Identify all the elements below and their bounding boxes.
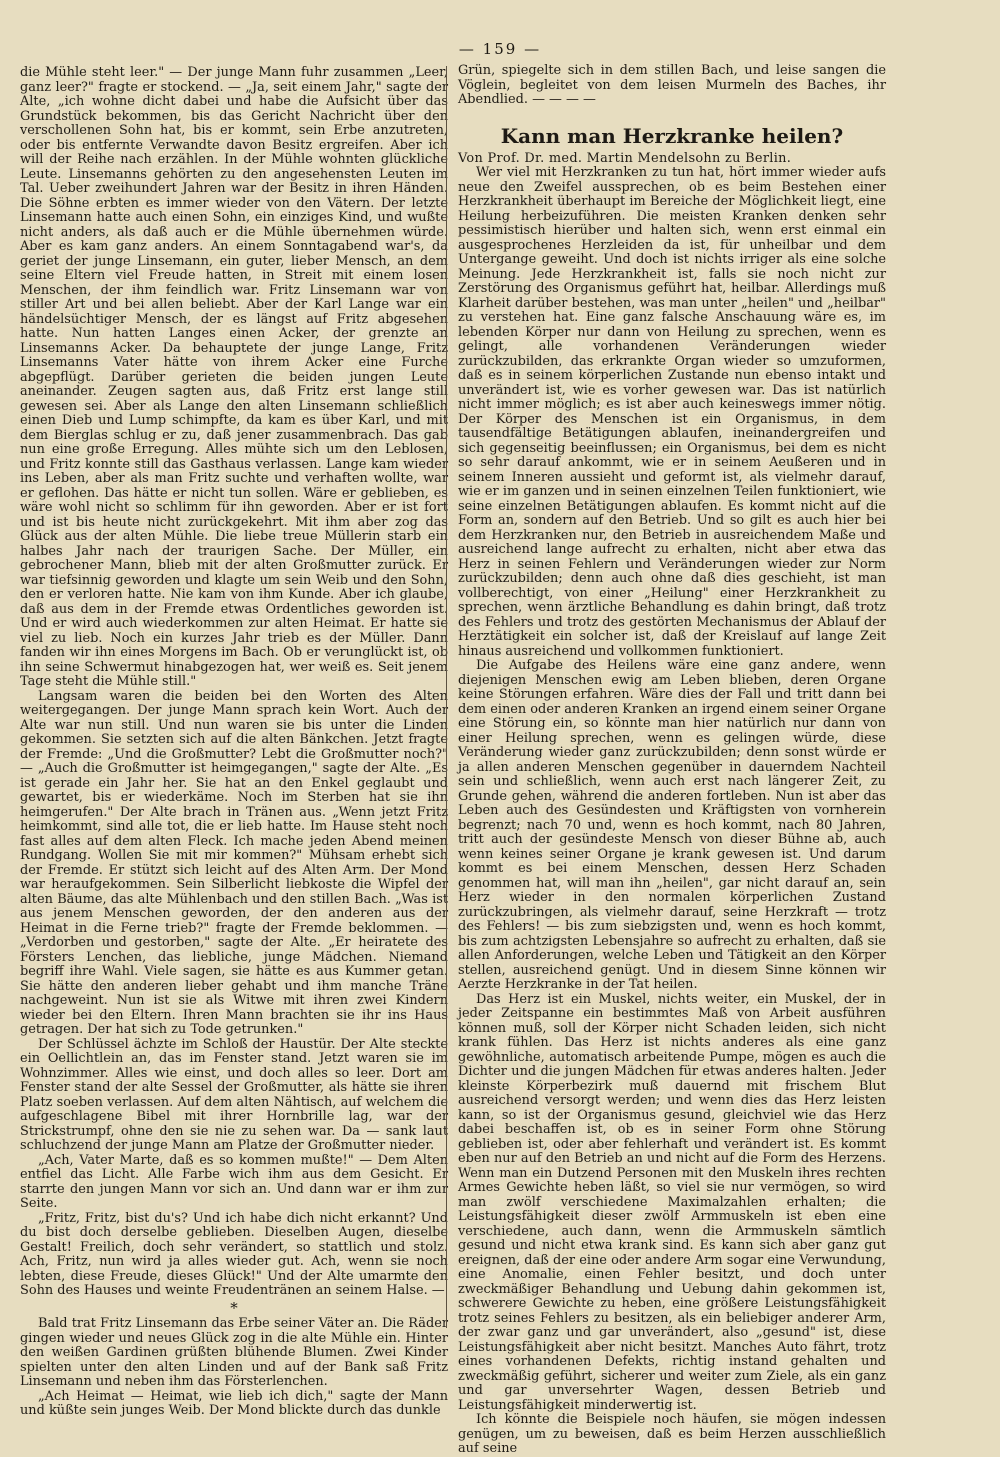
column-divider — [446, 66, 447, 1328]
story-paragraph: „Fritz, Fritz, bist du's? Und ich habe dich nicht erkannt? Und du bist doch derselbe geblieben. Dieselben Augen, dieselbe Gestalt! Freilich, doch sehr verändert, so stattlich und stolz. Ach, Fritz, nun wird ja alles wieder gut. Ach, wenn sie noch lebten, diese Freude, dieses Glück!" Und der Alte umarmte den Sohn des Hauses und weinte Freudentränen an seinem Halse. — — [20, 1210, 448, 1298]
article-byline: Von Prof. Dr. med. Martin Mendelsohn zu Berlin. — [458, 150, 792, 166]
story-paragraph: Langsam waren die beiden bei den Worten des Alten weitergegangen. Der junge Mann sprach kein Wort. Auch der Alte war nun still. Und nun waren sie bis unter die Linden gekommen. Sie setzten sich auf die alten Bänkchen. Jetzt fragte der Fremde: „Und die Großmutter? Lebt die Großmutter noch?" — „Auch die Großmutter ist heimgegangen," sagte der Alte. „Es ist gerade ein Jahr her. Sie hat an den Enkel geglaubt und gewartet, bis er wiederkäme. Noch im Sterben hat sie ihn heimgerufen." Der Alte brach in Tränen aus. „Wenn jetzt Fritz heimkommt, sind alle tot, die er lieb hatte. Im Hause steht noch fast alles auf dem alten Fleck. Ich mache jeden Abend meinen Rundgang. Wollen Sie mit mir kommen?" Mühsam erhebt sich der Fremde. Er stützt sich leicht auf des Alten Arm. Der Mond war heraufgekommen. Sein Silberlicht liebkoste die Wipfel der alten Bäume, das alte Mühlenbach und den stillen Bach. „Was ist aus jenem Menschen geworden, der den anderen aus der Heimat in die Ferne trieb?" fragte der Fremde beklommen. — „Verdorben und gestorben," sagte der Alte. „Er heiratete des Försters Lenchen, das liebliche, junge Mädchen. Niemand begriff ihre Wahl. Viele sagen, sie hätte es aus Kummer getan. Sie hätte den anderen lieber gehabt und ihm manche Träne nachgeweint. Nun ist sie als Witwe mit ihren zwei Kindern wieder bei den Eltern. Ihren Mann brachten sie ihr ins Haus getragen. Der hat sich zu Tode getrunken." — [20, 688, 448, 1037]
article-paragraph: Das Herz ist ein Muskel, nichts weiter, ein Muskel, der in jeder Zeitspanne ein bestimmtes Maß von Arbeit ausführen können muß, soll der Körper nicht Schaden leiden, sich nicht krank fühlen. Das Herz ist nichts anderes als eine ganz gewöhnliche, automatisch arbeitende Pumpe, mögen es auch die Dichter und die jungen Mädchen für etwas anderes halten. Jeder kleinste Körperbezirk muß dauernd mit frischem Blut ausreichend versorgt werden; und wenn dies das Herz leisten kann, so ist der Organismus gesund, gleichviel wie das Herz dabei beschaffen ist, ob es in seiner Form ohne Störung geblieben ist, oder aber fehlerhaft und verändert ist. Es kommt eben nur auf den Betrieb an und nicht auf die Form des Herzens. Wenn man ein Dutzend Personen mit den Muskeln ihres rechten Armes Gewichte heben läßt, so viel sie nur vermögen, so wird man zwölf verschiedene Maximalzahlen erhalten; die Leistungsfähigkeit dieser zwölf Armmuskeln ist eben eine verschiedene, auch dann, wenn die Armmuskeln sämtlich gesund und nicht etwa krank sind. Es kann sich aber ganz gut ereignen, daß der eine oder andere Arm sogar eine Verwundung, eine Anomalie, einen Fehler besitzt, und doch unter zweckmäßiger Behandlung und Uebung dahin gekommen ist, schwerere Gewichte zu heben, eine größere Leistungsfähigkeit trotz seines Fehlers zu besitzen, als ein beliebiger anderer Arm, der zwar ganz und gar unverändert, also „gesund" ist, diese Leistungsfähigkeit aber nicht besitzt. Manches Auto fährt, trotz eines vorhandenen Defekts, richtig instand gehalten und zweckmäßig geführt, sicherer und weiter zum Ziele, als ein ganz und gar unversehrter Wagen, dessen Betrieb und Leistungsfähigkeit minderwertig ist. — [458, 991, 886, 1413]
story-paragraph: „Ach Heimat — Heimat, wie lieb ich dich," sagte der Mann und küßte sein junges Weib. Der Mond blickte durch das dunkle — [20, 1388, 448, 1418]
story-paragraph: Der Schlüssel ächzte im Schloß der Haustür. Der Alte steckte ein Oellichtlein an, das im Fenster stand. Jetzt waren sie im Wohnzimmer. Alles wie einst, und doch alles so leer. Dort am Fenster stand der alte Sessel der Großmutter, als hätte sie ihren Platz soeben verlassen. Auf dem alten Nähtisch, auf welchem die aufgeschlagene Bibel mit ihrer Hornbrille lag, war der Strickstrumpf, ohne den sie nie zu sehen war. Da — sank laut schluchzend der junge Mann am Platze der Großmutter nieder. — [20, 1036, 448, 1153]
story-paragraph: die Mühle steht leer." — Der junge Mann fuhr zusammen „Leer, ganz leer?" fragte er stockend. — „Ja, seit einem Jahr," sagte der Alte, „ich wohne dicht dabei und habe die Aufsicht über das Grundstück bekommen, bis das Gericht Nachricht über den verschollenen Sohn hat, bis er kommt, sein Erbe anzutreten, oder bis entfernte Verwandte davon Besitz ergreifen. Aber ich will der Reihe nach erzählen. In der Mühle wohnten glückliche Leute. Linsemanns gehörten zu den angesehensten Leuten im Tal. Ueber zweihundert Jahren war der Besitz in ihren Händen. Die Söhne erbten es immer wieder von den Vätern. Der letzte Linsemann hatte auch einen Sohn, ein einziges Kind, und wußte nicht anders, als daß auch er die Mühle übernehmen würde. Aber es kam ganz anders. An einem Sonntagabend war's, da geriet der junge Linsemann, ein guter, lieber Mensch, an dem seine Eltern viel Freude hatten, in Streit mit einem losen Menschen, der ihm feindlich war. Fritz Linsemann war von stiller Art und bei allen beliebt. Aber der Karl Lange war ein händelsüchtiger Mensch, der es längst auf Fritz abgesehen hatte. Nun hatten Langes einen Acker, der grenzte an Linsemanns Acker. Da behauptete der junge Lange, Fritz Linsemanns Vater hätte von ihrem Acker eine Furche abgepflügt. Darüber gerieten die beiden jungen Leute aneinander. Zeugen sagten aus, daß Fritz erst lange still gewesen sei. Aber als Lange den alten Linsemann schließlich einen Dieb und Lump schimpfte, da kam es über Karl, und mit dem Bierglas schlug er zu, daß jener zusammenbrach. Das gab nun eine große Erregung. Alles mühte sich um den Leblosen, und Fritz konnte still das Gasthaus verlassen. Lange kam wieder ins Leben, aber als man Fritz suchte und verhaften wollte, war er geflohen. Das hätte er nicht tun sollen. Wäre er geblieben, es wäre wohl nicht so schlimm für ihn geworden. Aber er ist fort und ist bis heute nicht zurückgekehrt. Mit ihm aber zog das Glück aus der alten Mühle. Die liebe treue Müllerin starb ein halbes Jahr nach der traurigen Sache. Der Müller, ein gebrochener Mann, blieb mit der alten Großmutter zurück. Er war tiefsinnig geworden und klagte um sein Weib und den Sohn, den er verloren hatte. Nie kam von ihm Kunde. Aber ich glaube, daß aus dem in der Fremde etwas Ordentliches geworden ist. Und er wird auch wiederkommen zur alten Heimat. Er hatte sie viel zu lieb. Noch ein kurzes Jahr trieb es der Müller. Dann fanden wir ihn eines Morgens im Bach. Ob er verunglückt ist, ob ihn seine Schwermut hinabgezogen hat, wer weiß es. Seit jenem Tage steht die Mühle still." — [20, 65, 448, 689]
story-ending: Grün, spiegelte sich in dem stillen Bach, und leise sangen die Vöglein, begleitet von dem leisen Murmeln des Baches, ihr Abendlied. — — — — — [458, 63, 886, 107]
page-number: — 159 — — [458, 40, 542, 58]
article-paragraph: Die Aufgabe des Heilens wäre eine ganz andere, wenn diejenigen Menschen ewig am Leben blieben, deren Organe keine Störungen erfahren. Wäre dies der Fall und tritt dann bei dem einen oder anderen Kranken an irgend einem seiner Organe eine Störung ein, so könnte man hier natürlich nur dann von einer Heilung sprechen, wenn es gelingen würde, diese Veränderung wieder ganz zurückzubilden; denn sonst würde er ja allen anderen Menschen gegenüber in dauerndem Nachteil sein und schließlich, wenn auch erst nach längerer Zeit, zu Grunde gehen, während die anderen fortleben. Nun ist aber das Leben auch des Gesündesten und Kräftigsten von vornherein begrenzt; nach 70 und, wenn es hoch kommt, nach 80 Jahren, tritt auch der gesündeste Mensch von dieser Bühne ab, auch wenn keines seiner Organe je krank gewesen ist. Und darum kommt es bei einem Menschen, dessen Herz Schaden genommen hat, will man ihn „heilen", gar nicht darauf an, sein Herz wieder in den normalen körperlichen Zustand zurückzubringen, als vielmehr darauf, seine Herzkraft — trotz des Fehlers! — bis zum siebzigsten und, wenn es hoch kommt, bis zum achtzigsten Lebensjahre so aufrecht zu erhalten, daß sie allen Anforderungen, welche Leben und Tätigkeit an den Körper stellen, ausreichend genügt. Und in diesem Sinne können wir Aerzte Herzkranke in der Tat heilen. — [458, 658, 886, 992]
article-headline: Kann man Herzkranke heilen? — [500, 123, 844, 148]
story-paragraph: „Ach, Vater Marte, daß es so kommen mußte!" — Dem Alten entfiel das Licht. Alle Farbe wich ihm aus dem Gesicht. Er starrte den jungen Mann vor sich an. Und dann war er ihm zur Seite. — [20, 1152, 448, 1211]
right-column — [458, 64, 886, 1457]
section-divider-star: * — [230, 1298, 238, 1317]
story-paragraph: Bald trat Fritz Linsemann das Erbe seiner Väter an. Die Räder gingen wieder und neues Glück zog in die alte Mühle ein. Hinter den weißen Gardinen grüßten blühende Blumen. Zwei Kinder spielten unter den alten Linden und auf der Bank saß Fritz Linsemann und neben ihm das Försterlenchen. — [20, 1316, 448, 1389]
article-paragraph: Ich könnte die Beispiele noch häufen, sie mögen indessen genügen, um zu beweisen, daß es beim Herzen ausschließlich auf seine — [458, 1412, 886, 1456]
left-column — [20, 66, 448, 1419]
article-paragraph: Wer viel mit Herzkranken zu tun hat, hört immer wieder aufs neue den Zweifel aussprechen, ob es beim Bestehen einer Herzkrankheit überhaupt im Bereiche der Möglichkeit liegt, eine Heilung herbeizuführen. Die meisten Kranken denken sehr pessimistisch hierüber und halten sich, wenn erst einmal ein ausgesprochenes Herzleiden da ist, für unheilbar und dem Untergange geweiht. Und doch ist nichts irriger als eine solche Meinung. Jede Herzkrankheit ist, falls sie noch nicht zur Zerstörung des Organismus geführt hat, heilbar. Allerdings muß Klarheit darüber bestehen, was man unter „heilen" und „heilbar" zu verstehen hat. Eine ganz falsche Anschauung wäre es, im lebenden Körper nur dann von Heilung zu sprechen, wenn es gelingt, alle vorhandenen Veränderungen wieder zurückzubilden, das erkrankte Organ wieder so umzuformen, daß es in seinem körperlichen Zustande nun ebenso intakt und unverändert ist, wie es vorher gewesen war. Das ist natürlich nicht immer möglich; es ist aber auch keineswegs immer nötig. Der Körper des Menschen ist ein Organismus, in dem tausendfältige Betätigungen ablaufen, ineinandergreifen und sich gegenseitig beeinflussen; ein Organismus, bei dem es nicht so sehr darauf ankommt, wie er in seinem Aeußeren und in seinem Inneren aussieht und geformt ist, als vielmehr darauf, wie er im ganzen und in seinen einzelnen Teilen funktioniert, wie seine einzelnen Betätigungen ablaufen. Es kommt nicht auf die Form an, sondern auf den Betrieb. Und so gilt es auch hier bei dem Herzkranken nur, den Betrieb in ausreichendem Maße und ausreichend lange aufrecht zu erhalten, nicht aber etwa das Herz in seinen Fehlern und Veränderungen wieder zur Norm zurückzubilden; denn auch ohne daß dies geschieht, ist man vollberechtigt, von einer „Heilung" einer Herzkrankheit zu sprechen, wenn ärztliche Behandlung es dahin bringt, daß trotz des Fehlers und trotz des gestörten Mechanismus der Ablauf der Herztätigkeit ein solcher ist, daß der Kreislauf auf lange Zeit hinaus ausreichend und vollkommen funktioniert. — [458, 165, 886, 659]
